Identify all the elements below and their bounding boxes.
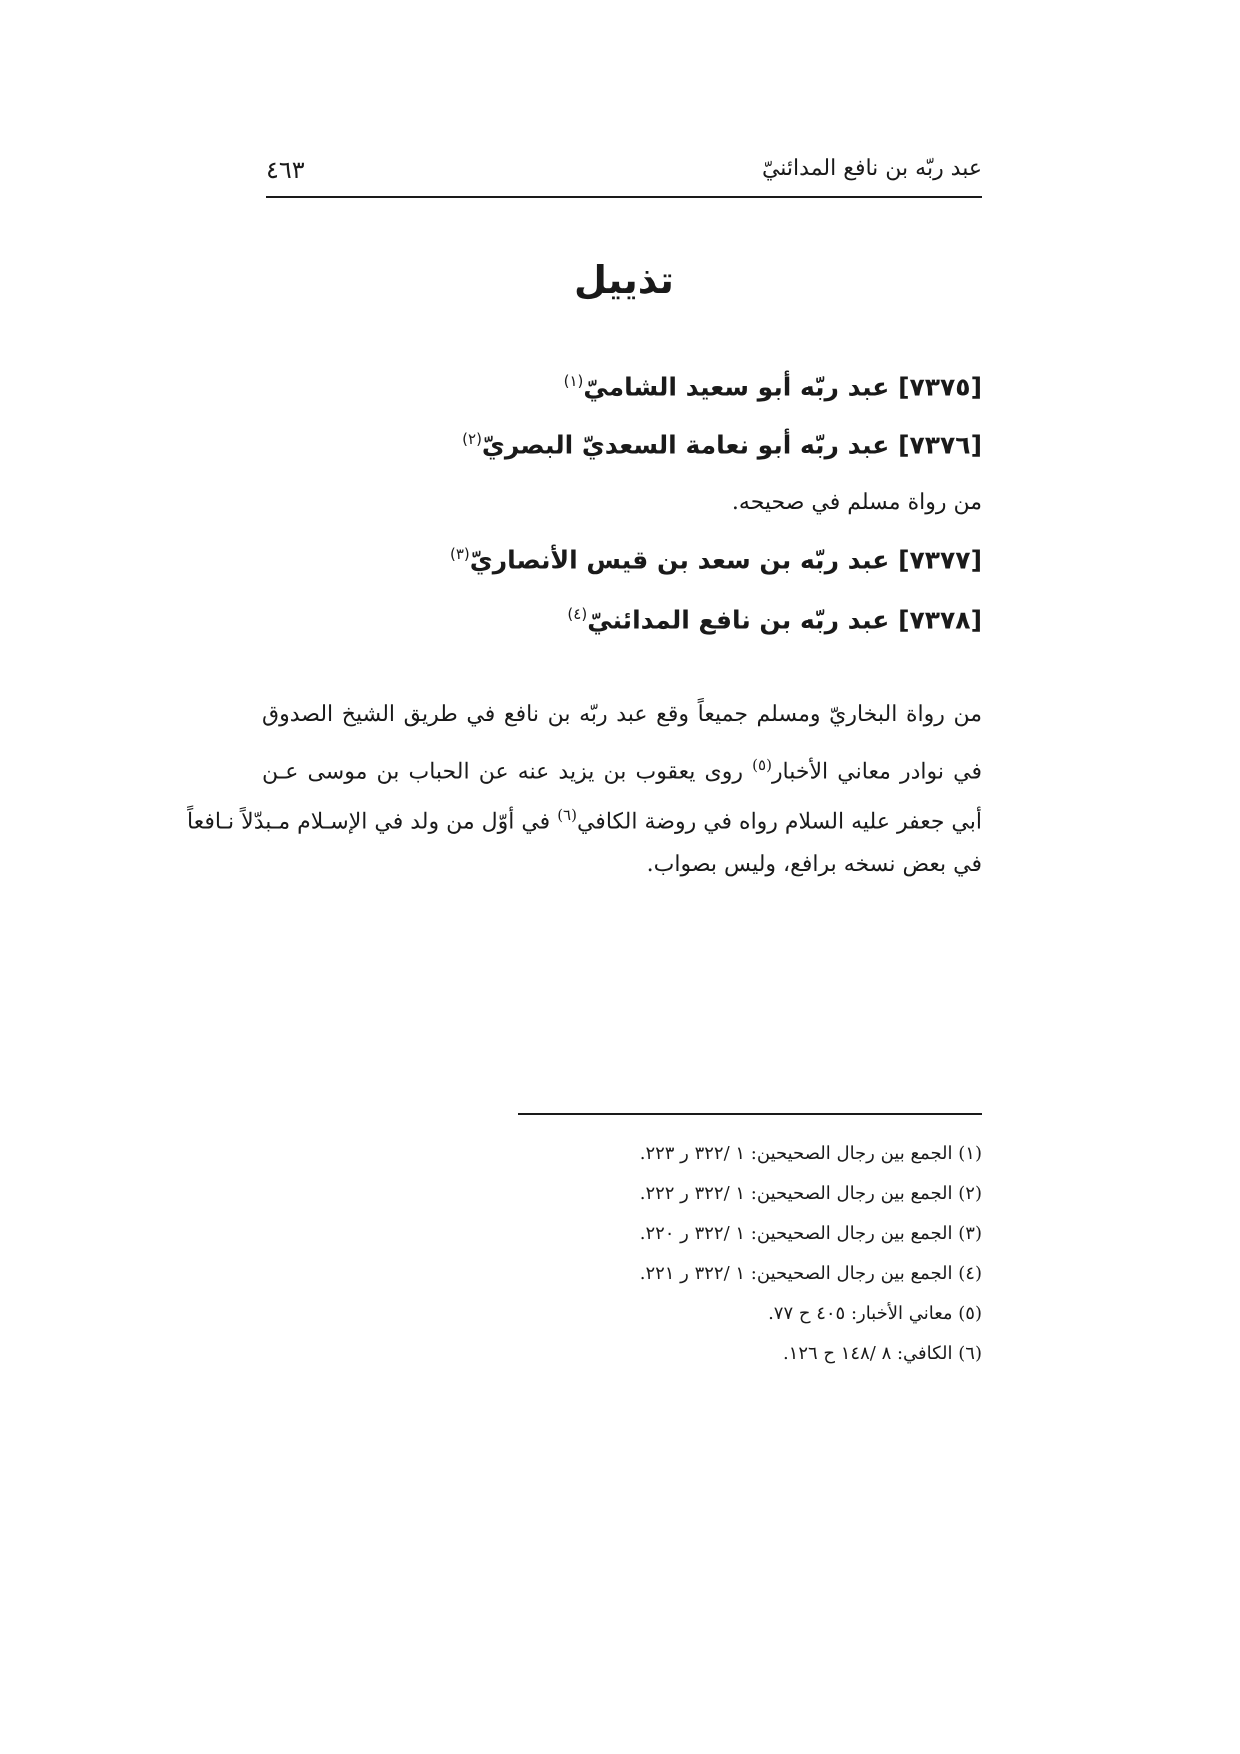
footnote-item: (٥) معاني الأخبار: ٤٠٥ ح ٧٧. bbox=[768, 1303, 982, 1324]
entry-title: [٧٣٧٧] عبد ربّه بن سعد بن قيس الأنصاريّ bbox=[469, 545, 982, 575]
paragraph-line: من رواة البخاريّ ومسلم جميعاً وقع عبد ربّه بن نافع في طريق الشيخ الصدوق bbox=[262, 702, 982, 727]
footnote-ref: (٥) bbox=[752, 756, 772, 774]
body-paragraph bbox=[187, 690, 982, 890]
footnote-item: (٦) الكافي: ٨ /١٤٨ ح ١٢٦. bbox=[782, 1343, 982, 1364]
footnote-item: (٤) الجمع بين رجال الصحيحين: ١ /٣٢٢ ر ٢٢١. bbox=[639, 1263, 982, 1284]
footnote-item: (٣) الجمع بين رجال الصحيحين: ١ /٣٢٢ ر ٢٢٠. bbox=[639, 1223, 982, 1244]
footnote-item: (١) الجمع بين رجال الصحيحين: ١ /٣٢٢ ر ٢٢٣. bbox=[639, 1143, 982, 1164]
entry-title: [٧٣٧٥] عبد ربّه أبو سعيد الشاميّ bbox=[583, 372, 982, 402]
page-number: ٤٦٣ bbox=[266, 156, 305, 184]
section-heading: تذييل bbox=[574, 258, 674, 302]
entry-title: [٧٣٧٨] عبد ربّه بن نافع المدائنيّ bbox=[587, 605, 982, 635]
footnote-ref: (٦) bbox=[557, 806, 577, 824]
paragraph-line: في بعض نسخه برافع، وليس بصواب. bbox=[646, 852, 982, 877]
paragraph-line bbox=[187, 790, 982, 840]
entry-7375 bbox=[564, 372, 982, 401]
paragraph-line bbox=[262, 740, 982, 790]
entry-7377 bbox=[450, 545, 982, 574]
text-span: في أوّل من ولد في الإسـلام مـبدّلاً نـافعاً bbox=[187, 809, 558, 835]
footnotes bbox=[640, 1134, 982, 1374]
entry-title: [٧٣٧٦] عبد ربّه أبو نعامة السعديّ البصريّ bbox=[481, 430, 982, 460]
header-rule bbox=[266, 196, 982, 198]
entry-note: من رواة مسلم في صحيحه. bbox=[731, 490, 982, 515]
footnote-ref: (٤) bbox=[567, 605, 588, 623]
entry-7376 bbox=[462, 430, 982, 459]
footnote-ref: (٢) bbox=[462, 430, 482, 448]
footnote-ref: (١) bbox=[563, 372, 584, 390]
text-span: روى يعقوب بن يزيد عنه عن الحباب بن موسى عـن bbox=[262, 759, 753, 785]
running-header bbox=[266, 148, 982, 188]
footnote-ref: (٣) bbox=[450, 545, 470, 563]
entry-7378 bbox=[567, 605, 982, 634]
footnote-item: (٢) الجمع بين رجال الصحيحين: ١ /٣٢٢ ر ٢٢٢. bbox=[639, 1183, 982, 1204]
text-span: أبي جعفر عليه السلام رواه في روضة الكافي bbox=[576, 809, 982, 835]
text-span: في نوادر معاني الأخبار bbox=[771, 759, 982, 785]
running-title: عبد ربّه بن نافع المدائنيّ bbox=[761, 156, 982, 181]
footnote-rule bbox=[518, 1113, 982, 1115]
